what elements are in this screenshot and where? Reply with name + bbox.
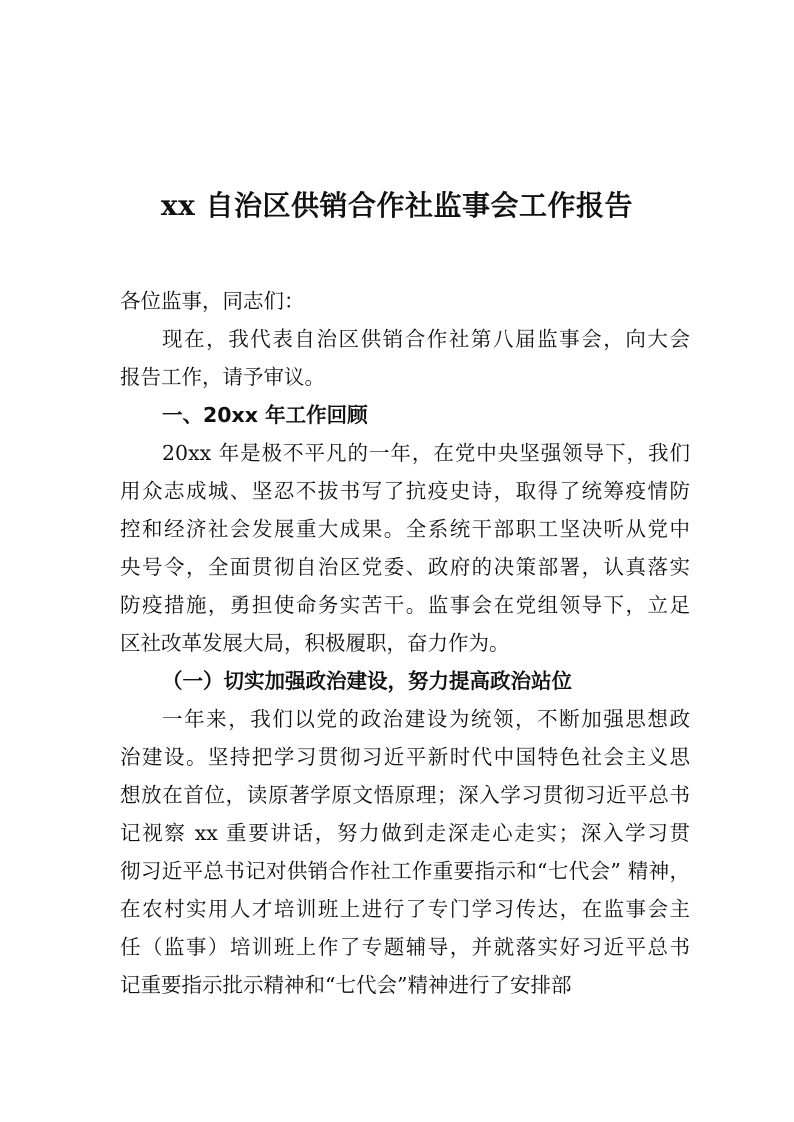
salutation-line: 各位监事，同志们： bbox=[120, 289, 305, 313]
subsection-heading: （一）切实加强政治建设，努力提高政治站位 bbox=[162, 669, 572, 693]
document-title: xx 自治区供销合作社监事会工作报告 bbox=[160, 189, 634, 222]
paragraph-line: 彻习近平总书记对供销合作社工作重要指示和“七代会” 精神， bbox=[120, 859, 690, 883]
paragraph-line: 央号令，全面贯彻自治区党委、政府的决策部署，认真落实 bbox=[120, 555, 690, 579]
section-heading: 一、20xx 年工作回顾 bbox=[162, 403, 368, 427]
paragraph-line: 报告工作，请予审议。 bbox=[120, 365, 325, 389]
paragraph-line: 防疫措施，勇担使命务实苦干。监事会在党组领导下，立足 bbox=[120, 593, 690, 617]
paragraph-line: 20xx 年是极不平凡的一年，在党中央坚强领导下，我们 bbox=[162, 441, 690, 465]
paragraph-line: 控和经济社会发展重大成果。全系统干部职工坚决听从党中 bbox=[120, 517, 690, 541]
document-body bbox=[120, 282, 690, 1004]
paragraph-line: 区社改革发展大局，积极履职，奋力作为。 bbox=[120, 631, 510, 655]
paragraph-line: 一年来，我们以党的政治建设为统领，不断加强思想政 bbox=[162, 707, 690, 731]
paragraph-line: 记视察 xx 重要讲话，努力做到走深走心走实；深入学习贯 bbox=[120, 821, 690, 845]
paragraph-line: 记重要指示批示精神和“七代会”精神进行了安排部 bbox=[120, 973, 572, 997]
paragraph-line: 治建设。坚持把学习贯彻习近平新时代中国特色社会主义思 bbox=[120, 745, 690, 769]
paragraph-line: 现在，我代表自治区供销合作社第八届监事会，向大会 bbox=[162, 327, 690, 351]
paragraph-line: 想放在首位，读原著学原文悟原理；深入学习贯彻习近平总书 bbox=[120, 783, 690, 807]
paragraph-line: 用众志成城、坚忍不拔书写了抗疫史诗，取得了统筹疫情防 bbox=[120, 479, 690, 503]
paragraph-line: 在农村实用人才培训班上进行了专门学习传达，在监事会主 bbox=[120, 897, 690, 921]
paragraph-line: 任（监事）培训班上作了专题辅导，并就落实好习近平总书 bbox=[120, 935, 690, 959]
